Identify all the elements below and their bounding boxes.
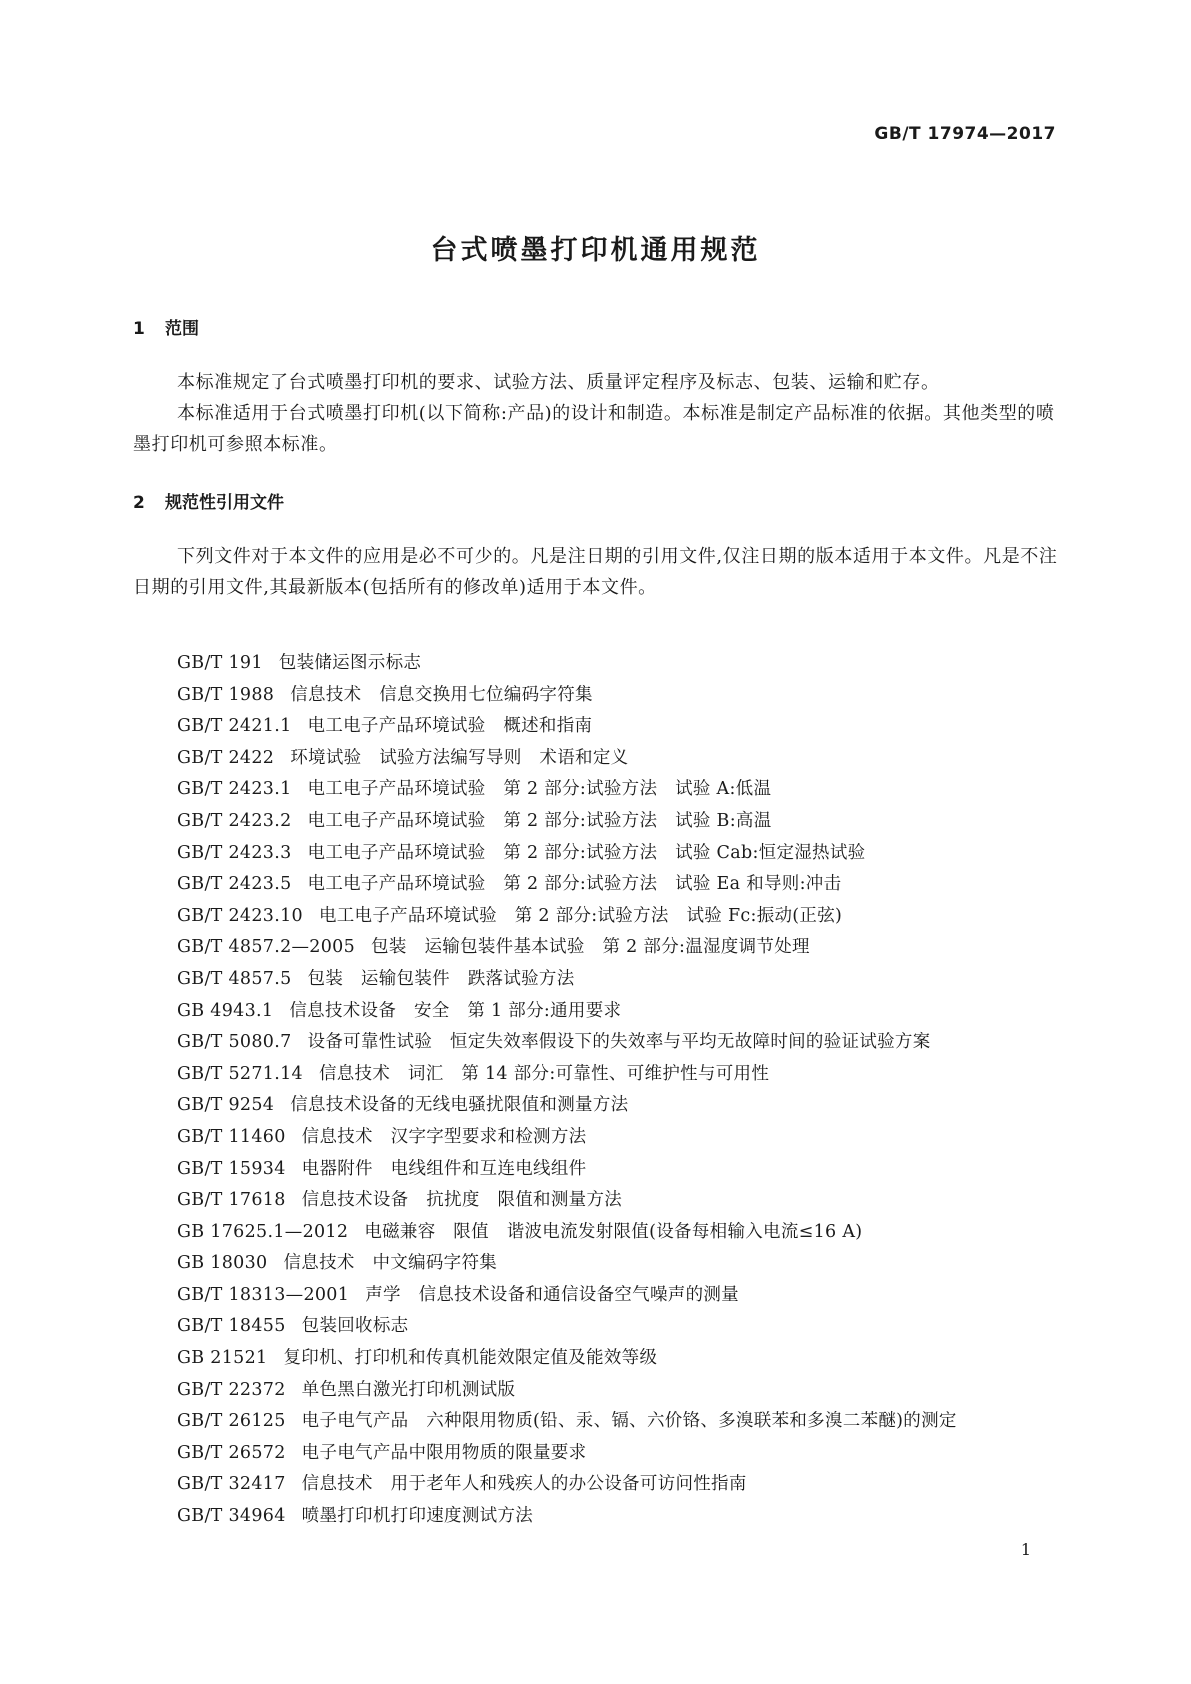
reference-item: [177, 1406, 1077, 1438]
reference-title: 声学 信息技术设备和通信设备空气噪声的测量: [365, 1284, 739, 1305]
reference-code: GB/T 2423.5: [177, 874, 292, 895]
document-title: 台式喷墨打印机通用规范: [430, 235, 761, 266]
reference-code: GB/T 18455: [177, 1316, 286, 1337]
reference-item: [177, 1469, 1077, 1501]
reference-title: 电工电子产品环境试验 第 2 部分:试验方法 试验 A:低温: [307, 779, 772, 800]
reference-title: 电工电子产品环境试验 第 2 部分:试验方法 试验 B:高温: [307, 810, 772, 831]
reference-code: GB/T 1988: [177, 684, 275, 705]
reference-title: 电工电子产品环境试验 第 2 部分:试验方法 试验 Fc:振动(正弦): [318, 905, 843, 926]
reference-code: GB/T 15934: [177, 1158, 286, 1179]
reference-title: 电工电子产品环境试验 概述和指南: [307, 716, 593, 737]
reference-code: GB 17625.1—2012: [177, 1221, 349, 1242]
reference-title: 环境试验 试验方法编写导则 术语和定义: [290, 747, 629, 768]
reference-title: 电子电气产品 六种限用物质(铅、汞、镉、六价铬、多溴联苯和多溴二苯醚)的测定: [301, 1411, 957, 1432]
reference-item: [177, 996, 1077, 1028]
reference-title: 信息技术 汉字字型要求和检测方法: [301, 1126, 587, 1147]
reference-code: GB 21521: [177, 1348, 268, 1369]
reference-code: GB/T 5080.7: [177, 1032, 292, 1053]
reference-title: 电工电子产品环境试验 第 2 部分:试验方法 试验 Cab:恒定湿热试验: [307, 842, 866, 863]
reference-item: [177, 1343, 1077, 1375]
reference-title: 信息技术 信息交换用七位编码字符集: [290, 684, 593, 705]
reference-item: [177, 1438, 1077, 1470]
reference-code: GB 4943.1: [177, 1000, 274, 1021]
reference-item: [177, 806, 1077, 838]
reference-list: [177, 648, 1077, 1533]
reference-title: 喷墨打印机打印速度测试方法: [301, 1506, 534, 1527]
reference-title: 信息技术 用于老年人和残疾人的办公设备可访问性指南: [301, 1474, 747, 1495]
section-number: 2: [133, 493, 145, 513]
standard-code: GB/T 17974—2017: [874, 124, 1056, 144]
reference-item: [177, 1248, 1077, 1280]
reference-title: 包装 运输包装件 跌落试验方法: [307, 968, 575, 989]
reference-title: 包装 运输包装件基本试验 第 2 部分:温湿度调节处理: [371, 937, 810, 958]
reference-code: GB/T 2421.1: [177, 716, 292, 737]
reference-title: 包装回收标志: [301, 1316, 409, 1337]
reference-item: [177, 1501, 1077, 1533]
reference-title: 电磁兼容 限值 谐波电流发射限值(设备每相输入电流≤16 A): [364, 1221, 863, 1242]
reference-code: GB/T 4857.2—2005: [177, 937, 356, 958]
reference-code: GB/T 26572: [177, 1442, 286, 1463]
reference-code: GB/T 4857.5: [177, 968, 292, 989]
reference-title: 信息技术 词汇 第 14 部分:可靠性、可维护性与可用性: [318, 1063, 770, 1084]
reference-item: [177, 964, 1077, 996]
reference-code: GB/T 26125: [177, 1411, 286, 1432]
reference-code: GB/T 2423.3: [177, 842, 292, 863]
scope-paragraph-2: 本标准适用于台式喷墨打印机(以下简称:产品)的设计和制造。本标准是制定产品标准的依据。其他类型的喷墨打印机可参照本标准。: [133, 403, 1055, 455]
reference-title: 单色黑白激光打印机测试版: [301, 1379, 516, 1400]
reference-item: [177, 838, 1077, 870]
reference-item: [177, 774, 1077, 806]
reference-title: 电工电子产品环境试验 第 2 部分:试验方法 试验 Ea 和导则:冲击: [307, 874, 842, 895]
reference-code: GB 18030: [177, 1253, 268, 1274]
reference-item: [177, 1311, 1077, 1343]
reference-item: [177, 680, 1077, 712]
reference-code: GB/T 191: [177, 653, 263, 673]
reference-code: GB/T 2423.2: [177, 810, 292, 831]
reference-item: [177, 1185, 1077, 1217]
reference-code: GB/T 11460: [177, 1126, 286, 1147]
reference-item: [177, 1217, 1077, 1249]
reference-item: [177, 743, 1077, 775]
reference-code: GB/T 17618: [177, 1190, 286, 1211]
reference-code: GB/T 9254: [177, 1095, 275, 1116]
reference-title: 信息技术设备 安全 第 1 部分:通用要求: [289, 1000, 622, 1021]
reference-title: 电器附件 电线组件和互连电线组件: [301, 1158, 587, 1179]
reference-item: [177, 1280, 1077, 1312]
reference-item: [177, 1122, 1077, 1154]
reference-item: [177, 1059, 1077, 1091]
reference-title: 复印机、打印机和传真机能效限定值及能效等级: [283, 1348, 658, 1369]
reference-item: [177, 1027, 1077, 1059]
section-heading-normative-references: [133, 488, 284, 513]
section-heading-scope: [133, 314, 199, 339]
reference-title: 包装储运图示标志: [278, 653, 422, 673]
section-number: 1: [133, 319, 145, 339]
reference-code: GB/T 32417: [177, 1474, 286, 1495]
reference-item: [177, 1154, 1077, 1186]
reference-code: GB/T 34964: [177, 1506, 286, 1527]
reference-code: GB/T 5271.14: [177, 1063, 303, 1084]
reference-item: [177, 1090, 1077, 1122]
reference-code: GB/T 2423.10: [177, 905, 303, 926]
reference-title: 信息技术设备 抗扰度 限值和测量方法: [301, 1190, 623, 1211]
reference-item: [177, 932, 1077, 964]
page-number: 1: [1020, 1540, 1031, 1559]
section-title: 范围: [165, 319, 199, 339]
scope-paragraph-1: 本标准规定了台式喷墨打印机的要求、试验方法、质量评定程序及标志、包装、运输和贮存。: [177, 372, 940, 393]
reference-title: 信息技术 中文编码字符集: [283, 1253, 498, 1274]
reference-title: 电子电气产品中限用物质的限量要求: [301, 1442, 587, 1463]
reference-item: [177, 711, 1077, 743]
references-intro-paragraph: 下列文件对于本文件的应用是必不可少的。凡是注日期的引用文件,仅注日期的版本适用于本文件。凡是不注日期的引用文件,其最新版本(包括所有的修改单)适用于本文件。: [133, 546, 1058, 598]
reference-item: [177, 901, 1077, 933]
reference-code: GB/T 2423.1: [177, 779, 292, 800]
reference-item: [177, 869, 1077, 901]
reference-title: 设备可靠性试验 恒定失效率假设下的失效率与平均无故障时间的验证试验方案: [307, 1032, 931, 1053]
reference-item: [177, 648, 1077, 680]
reference-code: GB/T 18313—2001: [177, 1284, 350, 1305]
section-title: 规范性引用文件: [165, 493, 284, 513]
reference-title: 信息技术设备的无线电骚扰限值和测量方法: [290, 1095, 629, 1116]
reference-code: GB/T 22372: [177, 1379, 286, 1400]
reference-code: GB/T 2422: [177, 747, 275, 768]
reference-item: [177, 1375, 1077, 1407]
